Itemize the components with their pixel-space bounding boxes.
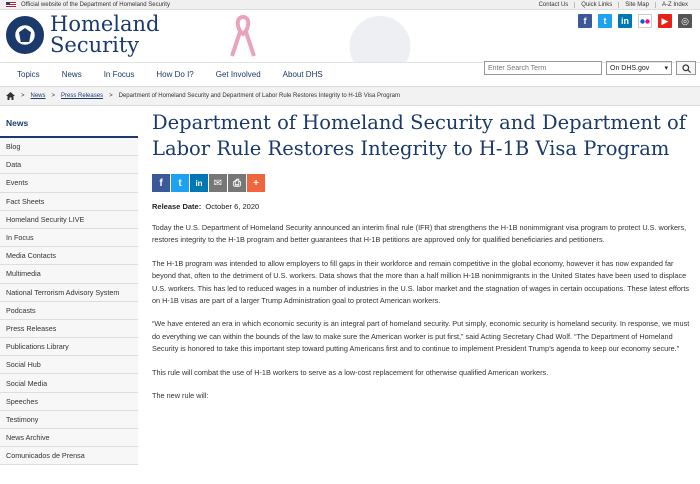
sidebar-item-news-archive[interactable]: News Archive [0,429,138,447]
search-button[interactable] [676,61,696,75]
youtube-icon[interactable]: ▶ [658,14,672,28]
breadcrumb-news[interactable]: News [30,93,46,99]
sidebar-item-publications-library[interactable]: Publications Library [0,338,138,356]
sidebar-item-homeland-security-live[interactable]: Homeland Security LIVE [0,211,138,229]
sidebar-item-social-media[interactable]: Social Media [0,374,138,392]
quick-links-link[interactable]: Quick Links [574,2,618,8]
article-paragraph: The H-1B program was intended to allow employers to fill gaps in their workforce and remain competitive in the global economy, however it has now expanded far beyond that, often to the detriment of U.S. workers. Data shows that the more than a half million H-1B nonimmigrants in the United States have been used to displace U.S. workers. This has led to reduced wages in a number of industries in the U.S. labor market and the stagnation of wages in certain occupations. These latest efforts on H-1B visas are part of a larger Trump Administration goal to protect American workers. [152,258,690,306]
linkedin-icon[interactable]: in [618,14,632,28]
sidebar-title[interactable]: News [0,110,138,138]
share-print-icon[interactable]: ⎙ [228,174,246,192]
flickr-icon[interactable] [638,14,652,28]
dhs-seal-logo[interactable] [6,16,44,54]
sidebar-item-podcasts[interactable]: Podcasts [0,302,138,320]
header-background-seal [300,10,460,62]
share-twitter-icon[interactable]: t [171,174,189,192]
share-email-icon[interactable]: ✉ [209,174,227,192]
sidebar-item-media-contacts[interactable]: Media Contacts [0,247,138,265]
facebook-icon[interactable]: f [578,14,592,28]
sidebar [0,110,138,465]
search-input[interactable] [484,61,602,75]
nav-how-do-i[interactable]: How Do I? [156,70,194,79]
nav-news[interactable]: News [61,70,82,79]
contact-us-link[interactable]: Contact Us [538,1,569,8]
sidebar-item-multimedia[interactable]: Multimedia [0,265,138,283]
sidebar-item-fact-sheets[interactable]: Fact Sheets [0,193,138,211]
article-paragraph: Today the U.S. Department of Homeland Security announced an interim final rule (IFR) that strengthens the H-1B nonimmigrant visa program to protect U.S. workers, restores integrity to the H-1B program and better guarantees that H-1B petitions are approved only for qualified beneficiaries and petitioners. [152,223,687,245]
site-map-link[interactable]: Site Map [618,2,655,8]
release-date: Release Date: October 6, 2020 [152,202,260,211]
nav-about-dhs[interactable]: About DHS [282,70,323,79]
share-facebook-icon[interactable]: f [152,174,170,192]
article-paragraph: The new rule will: [152,391,209,401]
chevron-down-icon: ▾ [664,65,668,72]
search-icon [682,64,691,73]
home-icon[interactable] [6,92,15,100]
sidebar-item-press-releases[interactable]: Press Releases [0,320,138,338]
article [152,110,692,402]
sidebar-item-in-focus[interactable]: In Focus [0,229,138,247]
twitter-icon[interactable]: t [598,14,612,28]
sidebar-item-speeches[interactable]: Speeches [0,393,138,411]
breadcrumb-current: Department of Homeland Security and Department of Labor Rule Restores Integrity to H-1B Visa Program [118,93,400,99]
official-banner [0,0,700,10]
breadcrumb: > News > Press Releases > Department of Homeland Security and Department of Labor Rule Restores Integrity to H-1B Visa Program [0,86,700,106]
site-header [0,10,700,62]
page-title: Department of Homeland Security and Department of Labor Rule Restores Integrity to H-1B Visa Program [152,111,686,160]
search-bar [484,61,696,75]
share-more-icon[interactable]: + [247,174,265,192]
instagram-icon[interactable]: ◎ [678,14,692,28]
a-z-index-link[interactable]: A-Z Index [655,2,694,8]
utility-links [533,2,694,8]
sidebar-item-blog[interactable]: Blog [0,138,138,156]
article-paragraph: “We have entered an era in which economic security is an integral part of homeland security. Put simply, economic security is homeland security. In response, we must do everything we can within the bounds of the law to make sure the American worker is put first,” said Acting Secretary Chad Wolf. “The Department of Homeland Security is honored to take this important step toward putting Americans first and to continue to implement President Trump’s agenda to keep our economy secure.” [152,319,690,354]
sidebar-item-social-hub[interactable]: Social Hub [0,356,138,374]
share-buttons [152,174,692,192]
search-scope-select[interactable]: On DHS.gov ▾ [606,61,672,75]
sidebar-item-testimony[interactable]: Testimony [0,411,138,429]
us-flag-icon [6,2,16,8]
sidebar-item-data[interactable]: Data [0,156,138,174]
nav-get-involved[interactable]: Get Involved [215,70,261,79]
social-links [578,14,692,28]
nav-topics[interactable]: Topics [17,70,40,79]
breadcrumb-press-releases[interactable]: Press Releases [61,93,104,99]
sidebar-item-ntas[interactable]: National Terrorism Advisory System [0,284,138,302]
sidebar-item-events[interactable]: Events [0,174,138,192]
nav-in-focus[interactable]: In Focus [103,70,135,79]
share-linkedin-icon[interactable]: in [190,174,208,192]
pink-ribbon-icon [228,14,258,58]
site-logo-text[interactable]: Homeland Security [50,12,160,57]
article-paragraph: This rule will combat the use of H-1B workers to serve as a low-cost replacement for otherwise qualified American workers. [152,367,549,377]
official-text: Official website of the Department of Homeland Security [21,1,170,8]
sidebar-item-comunicados[interactable]: Comunicados de Prensa [0,447,138,465]
